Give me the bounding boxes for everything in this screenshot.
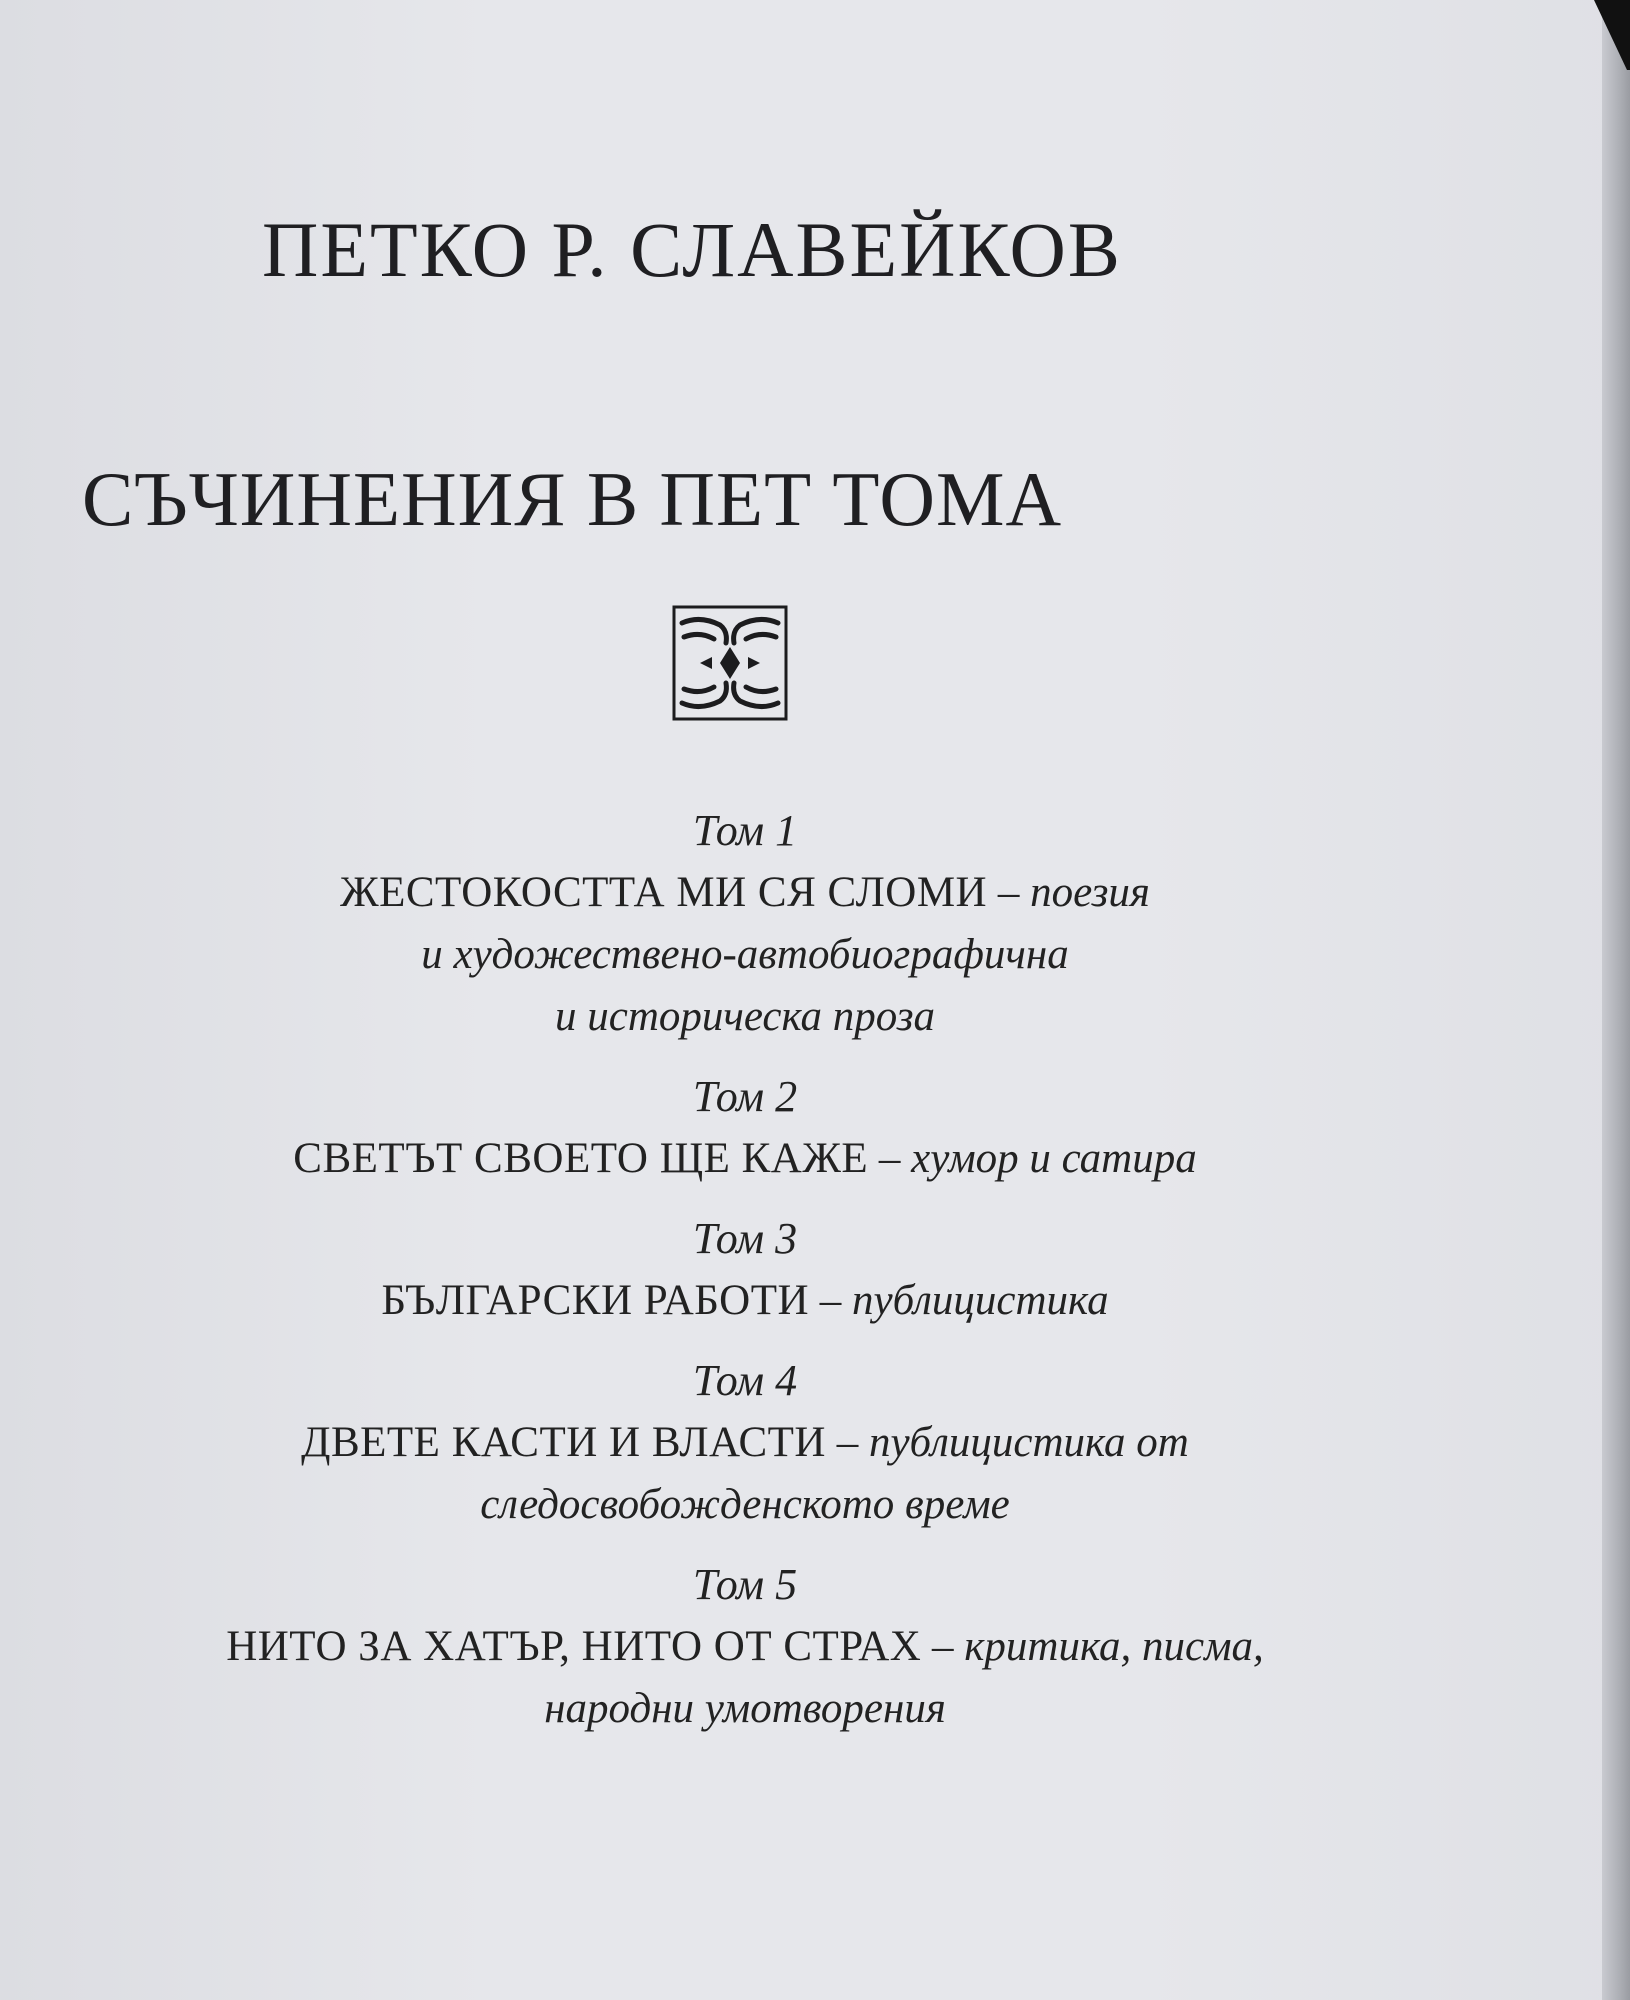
author-name: ПЕТКО Р. СЛАВЕЙКОВ [262,206,1122,293]
volume-3 [0,1208,1490,1332]
volume-title: СВЕТЪТ СВОЕТО ЩЕ КАЖЕ [293,1135,869,1182]
volumes-list [0,800,1490,1758]
floral-ornament-icon [670,603,790,723]
volume-1 [0,800,1490,1048]
page-edge [1602,0,1630,2000]
volume-genre: критика, писма, [964,1623,1264,1670]
volume-title: БЪЛГАРСКИ РАБОТИ [381,1277,810,1324]
volume-5 [0,1554,1490,1740]
volume-genre: хумор и сатира [911,1135,1197,1182]
dash: – [825,1419,869,1466]
volume-label: Том 5 [692,1560,798,1609]
dash: – [809,1277,853,1324]
volume-label: Том 2 [692,1072,798,1121]
volume-title: ДВЕТЕ КАСТИ И ВЛАСТИ [301,1419,826,1466]
volume-genre-line: и художествено-автобиографична [421,931,1069,978]
volume-label: Том 4 [692,1356,798,1405]
volume-label: Том 1 [692,806,798,855]
volume-genre: публицистика от [868,1419,1189,1466]
volume-genre-line: и историческа проза [554,993,935,1040]
volume-genre-line: народни умотворения [544,1685,946,1732]
dash: – [987,869,1031,916]
volume-2 [0,1066,1490,1190]
volume-genre: публицистика [852,1277,1109,1324]
volume-4 [0,1350,1490,1536]
volume-label: Том 3 [692,1214,798,1263]
volume-title: НИТО ЗА ХАТЪР, НИТО ОТ СТРАХ [226,1623,922,1670]
volume-genre: поезия [1030,869,1150,916]
series-title: СЪЧИНЕНИЯ В ПЕТ ТОМА [82,456,1063,542]
volume-title: ЖЕСТОКОСТТА МИ СЯ СЛОМИ [340,869,988,916]
dash: – [868,1135,912,1182]
volume-genre-line: следосвобожденското време [480,1481,1010,1528]
dash: – [921,1623,965,1670]
